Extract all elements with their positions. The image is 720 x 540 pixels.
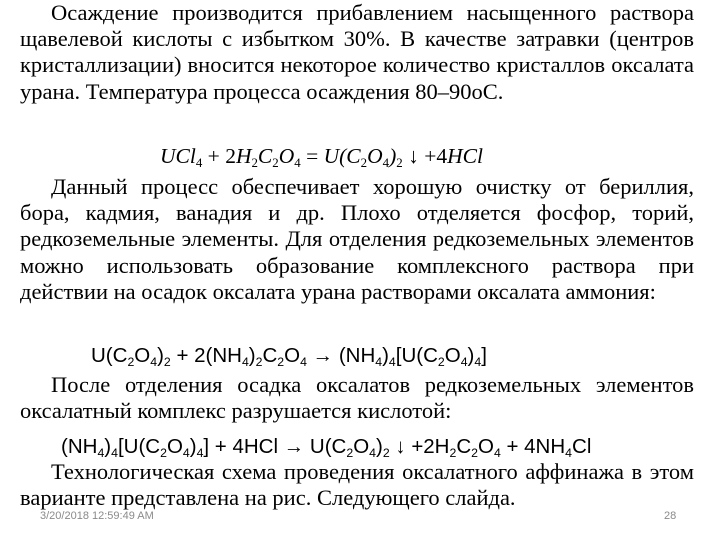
paragraph-purification: Данный процесс обеспечивает хорошую очистку от бериллия, бора, кадмия, ванадия и др. Плохо отделяется фосфор, торий, редкоземельные элементы. Для отделения редкоземельных элементов можно использовать образование комплексного раствора при действии на осадок оксалата урана растворами оксалата аммония: — [20, 174, 694, 304]
page-number: 28 — [664, 510, 677, 522]
paragraph-technological-scheme: Технологическая схема проведения оксалатного аффинажа в этом варианте представлена на рис. Следующего слайда. — [20, 459, 694, 511]
equation-uranium-chloride-oxalic-acid: $UCl_4 + 2H_2C_2O_4 = U(C_2O_4)_2$ ↓ +4HCl — [160, 144, 483, 171]
equation-ammonium-oxalate-complex: $U(C_2O_4)_2 + 2(NH_4)_2C_2O_4 \to (NH_4)_4[U(C_2O_4)_4]$ — [91, 344, 487, 369]
equation-acid-decomposition: $(NH_4)_4[U(C_2O_4)_4] + 4HCl \to U(C_2O_4)_2$ ↓ $+2H_2C_2O_4 + 4NH_4Cl$ — [61, 435, 592, 460]
paragraph-precipitation: Осаждение производится прибавлением насыщенного раствора щавелевой кислоты с избытком 30%. В качестве затравки (центров кристаллизации) вносится некоторое количество кристаллов оксалата урана. Температура процесса осаждения 80–90оС. — [20, 0, 694, 104]
paragraph-complex-destruction: После отделения осадка оксалатов редкоземельных элементов оксалатный комплекс разрушается кислотой: — [20, 372, 694, 424]
footer-date: 3/20/2018 12:59:49 AM — [40, 510, 154, 522]
